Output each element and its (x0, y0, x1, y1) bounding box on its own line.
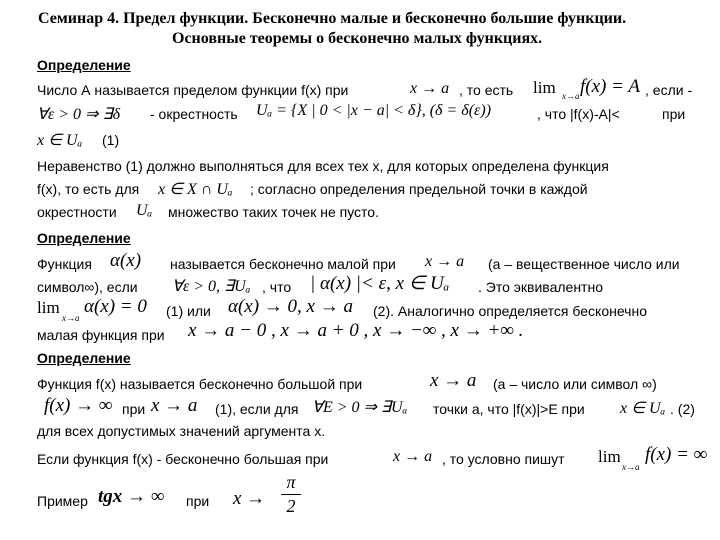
def3-text-7: Если функция f(x) - бесконечно большая при (37, 451, 329, 467)
def1-paragraph-3b: множество таких точек не пусто. (168, 204, 379, 220)
def1-paragraph-1: Неравенство (1) должно выполняться для всех тех x, для которых определена функция (37, 158, 609, 174)
def1-formula-u: Uₐ (136, 202, 153, 219)
def3-text-2: (а – число или символ ∞) (493, 376, 657, 392)
def3-formula-lim: lim (598, 447, 621, 466)
example-text-at: при (186, 493, 210, 509)
def1-formula-lim-sub: x→a (562, 91, 580, 101)
def2-text-5: , что (262, 279, 292, 295)
def1-formula-quantifier: ∀ε > 0 ⇒ ∃δ (37, 106, 120, 123)
definition-1-heading: Определение (37, 57, 131, 73)
def3-formula-lim-sub: x→a (622, 462, 640, 472)
def3-formula-x-to-a-3: x → a (393, 448, 433, 465)
def2-text-3: (а – вещественное число или (488, 256, 680, 272)
def1-text-6: при (662, 106, 686, 122)
def3-text-5: точки а, что |f(x)|>E при (433, 401, 585, 417)
fraction-bar (281, 494, 301, 495)
def1-formula-x-in-u: x ∈ Uₐ (37, 132, 83, 149)
def1-equation-label: (1) (102, 132, 120, 148)
def2-formula-alpha-to-zero: α(x) → 0, x → a (228, 296, 353, 317)
definition-3-heading: Определение (37, 350, 131, 366)
def2-formula-lim: lim (37, 298, 60, 317)
def3-formula-x-to-a: x → a (430, 370, 477, 391)
def1-text-5: , что |f(x)-A|< (537, 106, 620, 122)
def3-text-3: при (122, 401, 146, 417)
def2-text-9: малая функция при (37, 327, 165, 343)
def2-text-8: (2). Аналогично определяется бесконечно (373, 303, 647, 319)
def3-formula-x-to-a-2: x → a (151, 395, 198, 416)
def2-formula-alpha: α(x) (110, 250, 142, 271)
def2-formula-lim-sub: x→a (62, 313, 80, 323)
def1-text-4: - окрестность (150, 106, 238, 122)
def2-formula-x-to-a: x → a (425, 253, 465, 270)
def3-formula-limit-infinity: f(x) = ∞ (645, 444, 708, 465)
example-label: Пример (37, 493, 88, 509)
title-line-1: Семинар 4. Предел функции. Бесконечно малые и бесконечно большие функции. (38, 10, 627, 27)
def2-formula-quantifier: ∀ε > 0, ∃Uₐ (172, 278, 251, 295)
fraction-numerator: π (286, 472, 296, 492)
def1-paragraph-2a: f(x), то есть для (37, 181, 140, 197)
def2-text-4: символ∞), если (37, 279, 138, 295)
def3-formula-x-in-u: x ∈ Uₐ (620, 400, 666, 417)
example-formula-x-to: x → (233, 488, 266, 509)
def3-text-1: Функция f(x) называется бесконечно большой при (37, 376, 363, 392)
example-formula-tg: tgx → ∞ (98, 486, 165, 507)
example-fraction (281, 472, 301, 517)
def1-formula-lim: lim (533, 78, 556, 97)
def1-formula-x-to-a: x → a (410, 80, 450, 97)
def1-paragraph-2b: ; согласно определения предельной точки в каждой (250, 181, 588, 197)
definition-2-heading: Определение (37, 230, 131, 246)
def1-formula-limit-value: f(x) = A (580, 76, 640, 97)
def3-equation-label: . (2) (670, 401, 695, 417)
def2-text-7: (1) или (166, 303, 211, 319)
def1-paragraph-3a: окрестности (37, 204, 117, 220)
def2-formula-limit-zero: α(x) = 0 (84, 296, 147, 317)
def2-formula-inequality: | α(x) |< ε, x ∈ Uₐ (310, 273, 450, 294)
def1-text-1: Число А называется пределом функции f(x) при (37, 82, 349, 98)
def2-text-2: называется бесконечно малой при (170, 256, 396, 272)
title-line-2: Основные теоремы о бесконечно малых функциях. (172, 30, 543, 47)
def1-formula-intersection: x ∈ X ∩ Uₐ (158, 181, 233, 198)
def3-formula-quantifier: ∀E > 0 ⇒ ∃Uₐ (312, 399, 408, 416)
def2-text-1: Функция (37, 256, 92, 272)
def2-text-6: . Это эквивалентно (478, 279, 603, 295)
def1-text-3: , если - (645, 82, 693, 98)
def3-text-6: для всех допустимых значений аргумента x. (37, 423, 326, 439)
fraction-denominator: 2 (286, 496, 296, 516)
def3-text-8: , то условно пишут (442, 451, 565, 467)
def1-formula-neighborhood: Uₐ = {X | 0 < |x − a| < δ}, (δ = δ(ε)) (256, 102, 492, 119)
def3-text-4: (1), если для (215, 401, 299, 417)
def1-text-2: , то есть (459, 82, 514, 98)
def3-formula-f-to-infinity: f(x) → ∞ (44, 395, 113, 416)
def2-formula-one-sided: x → a − 0 , x → a + 0 , x → −∞ , x → +∞ . (188, 320, 524, 341)
